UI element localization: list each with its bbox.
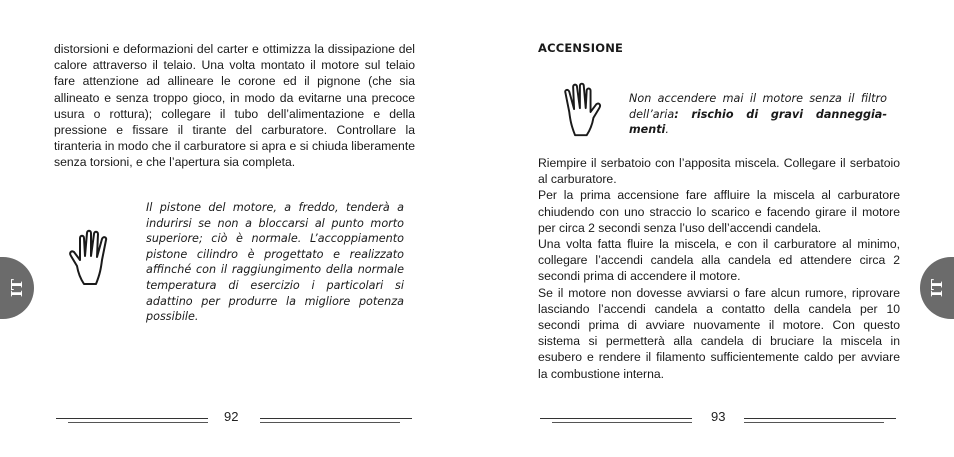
right-footer <box>540 408 896 428</box>
warning-note <box>629 91 887 138</box>
raised-hand-icon <box>549 81 605 141</box>
warning-end: . <box>665 123 669 137</box>
footer-rule <box>68 422 208 423</box>
body-paragraph: Se il motore non dovesse avviarsi o fare alcun rumore, riprovare lasciando l’accendi candela a contatto della candela per 10 secondi prima di avviare nuovamente il motore. Con questo sistema si permetterà alla candela di bruciare la miscela in esubero e rendere il filamento sufficientemente caldo per avviare la combustione interna. <box>538 285 900 381</box>
left-footer <box>56 408 412 428</box>
left-body-paragraph: distorsioni e deformazioni del carter e ottimizza la dissipazione del calore attraverso il telaio. Una volta montato il motore sul telaio fare attenzione ad allineare le corone ed il pignone (che sia allineato e senza troppo gioco, in modo da evitarne una precoce usura o rottura); collegare il tubo dell’alimentazione e della pressione e fissare il tirante del carburatore. Controllare la tiranteria in modo che il carburatore si apra e si chiuda liberamente senza torsioni, e che l’apertura sia completa. <box>54 42 415 170</box>
right-page <box>477 0 954 457</box>
footer-rule <box>552 422 692 423</box>
language-tab-label: IT <box>8 278 26 298</box>
language-tab-label: IT <box>928 278 946 298</box>
page-number: 92 <box>224 409 239 424</box>
page-number: 93 <box>711 409 726 424</box>
footer-rule <box>260 422 400 423</box>
footer-rule <box>56 418 208 419</box>
body-paragraph: Riempire il serbatoio con l’apposita miscela. Collegare il serbatoio al carburatore. <box>538 156 900 187</box>
left-note: Il pistone del motore, a freddo, tenderà a indurirsi se non a bloccarsi al punto morto superiore; ciò è normale. L’accoppiamento pistone cilindro è progettato e realizzato affinché con il raggiungimento della normale temperatura di esercizio i particolari si adattino per produrre la migliore potenza possibile. <box>146 201 404 324</box>
left-body-text <box>54 41 415 171</box>
raised-hand-icon <box>66 228 122 290</box>
footer-rule <box>260 418 412 419</box>
right-body-text <box>538 155 900 382</box>
language-tab-right <box>920 257 954 319</box>
footer-rule <box>744 422 884 423</box>
warning-emphasis: : rischio di gravi danneggia-menti <box>629 107 887 137</box>
warning-text: Non accendere mai il motore senza il filtro dell’aria <box>629 92 887 121</box>
footer-rule <box>540 418 692 419</box>
language-tab-left <box>0 257 34 319</box>
body-paragraph: Per la prima accensione fare affluire la miscela al carburatore chiudendo con uno straccio lo scarico e facendo girare il motore per circa 2 secondi senza l’uso dell’accendi candela. <box>538 188 900 235</box>
body-paragraph: Una volta fatta fluire la miscela, e con il carburatore al minimo, collegare l’accendi candela alla candela ed attendere circa 2 secondi prima di accendere il motore. <box>538 237 900 284</box>
section-heading: ACCENSIONE <box>538 41 624 55</box>
footer-rule <box>744 418 896 419</box>
